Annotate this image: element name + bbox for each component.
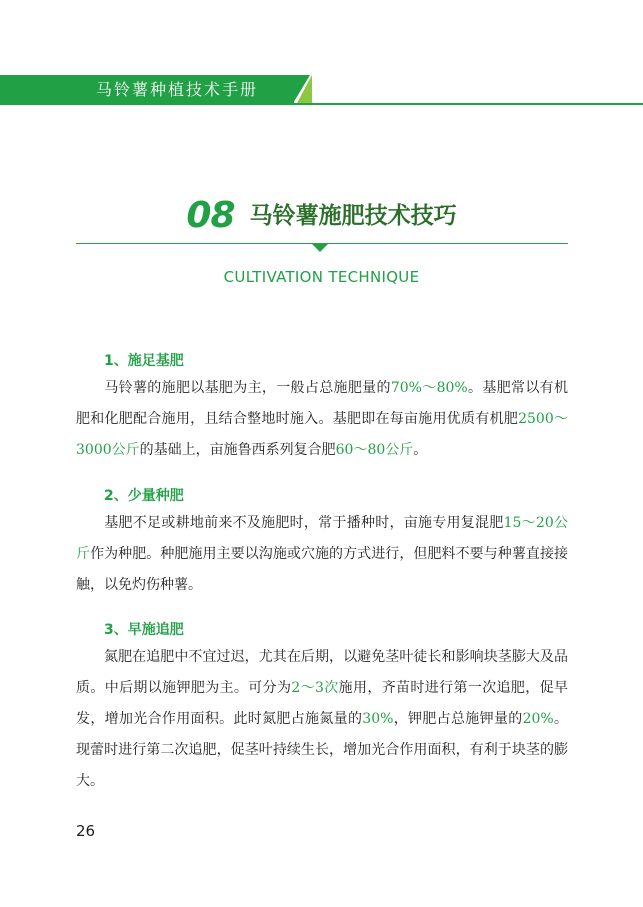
running-header [0,75,643,107]
text-run: ，钾肥占总施钾量的 [393,711,523,727]
chapter-subtitle: CULTIVATION TECHNIQUE [223,268,420,286]
highlighted-value: 15～20公斤 [76,515,568,562]
chapter-title: 马铃薯施肥技术技巧 [249,203,457,229]
text-run: 作为种肥。种肥施用主要以沟施或穴施的方式进行，但肥料不要与种薯直接接触，以免灼伤种薯。 [76,546,569,593]
text-run: 。现蕾时进行第二次追肥，促茎叶持续生长，增加光合作用面积，有利于块茎的膨大。 [76,711,569,789]
section-heading-1: 1、施足基肥 [104,353,184,369]
text-run: 的基础上，亩施鲁西系列复合肥 [139,442,336,458]
section-body-3 [76,642,568,797]
text-run: 。 [413,442,428,458]
text-run: 氮肥在追肥中不宜过迟，尤其在后期，以避免茎叶徒长和影响块茎膨大及品质。中后期以施钾肥为主。可分为 [76,649,568,696]
book-title: 马铃薯种植技术手册 [96,80,259,99]
section-heading-2: 2、少量种肥 [104,488,184,504]
highlighted-value: 60～80公斤 [335,442,414,458]
text-run: 。基肥常以有机肥和化肥配合施用，且结合整地时施入。基肥即在每亩施用优质有机肥 [76,380,569,427]
highlighted-value: 2500～3000公斤 [76,411,568,458]
highlighted-value: 20% [522,711,554,727]
header-accent-stripe [296,75,312,105]
page-number: 26 [76,822,96,840]
chapter-heading [0,196,643,236]
section-heading-3: 3、早施追肥 [104,622,184,638]
header-rule [0,103,643,105]
text-run: 马铃薯的施肥以基肥为主，一般占总施肥量的 [104,380,391,396]
section-body-2 [76,508,568,601]
section-body-1 [76,373,568,466]
highlighted-value: 2～3次 [291,680,339,696]
chapter-number: 08 [186,195,235,236]
text-run: 基肥不足或耕地前来不及施肥时，常于播种时，亩施专用复混肥 [104,515,504,531]
highlighted-value: 70%～80% [390,380,468,396]
highlighted-value: 30% [362,711,394,727]
chapter-divider-marker [312,244,328,252]
text-run: 施用，齐苗时进行第一次追肥，促早发，增加光合作用面积。此时氮肥占施氮量的 [76,680,568,727]
